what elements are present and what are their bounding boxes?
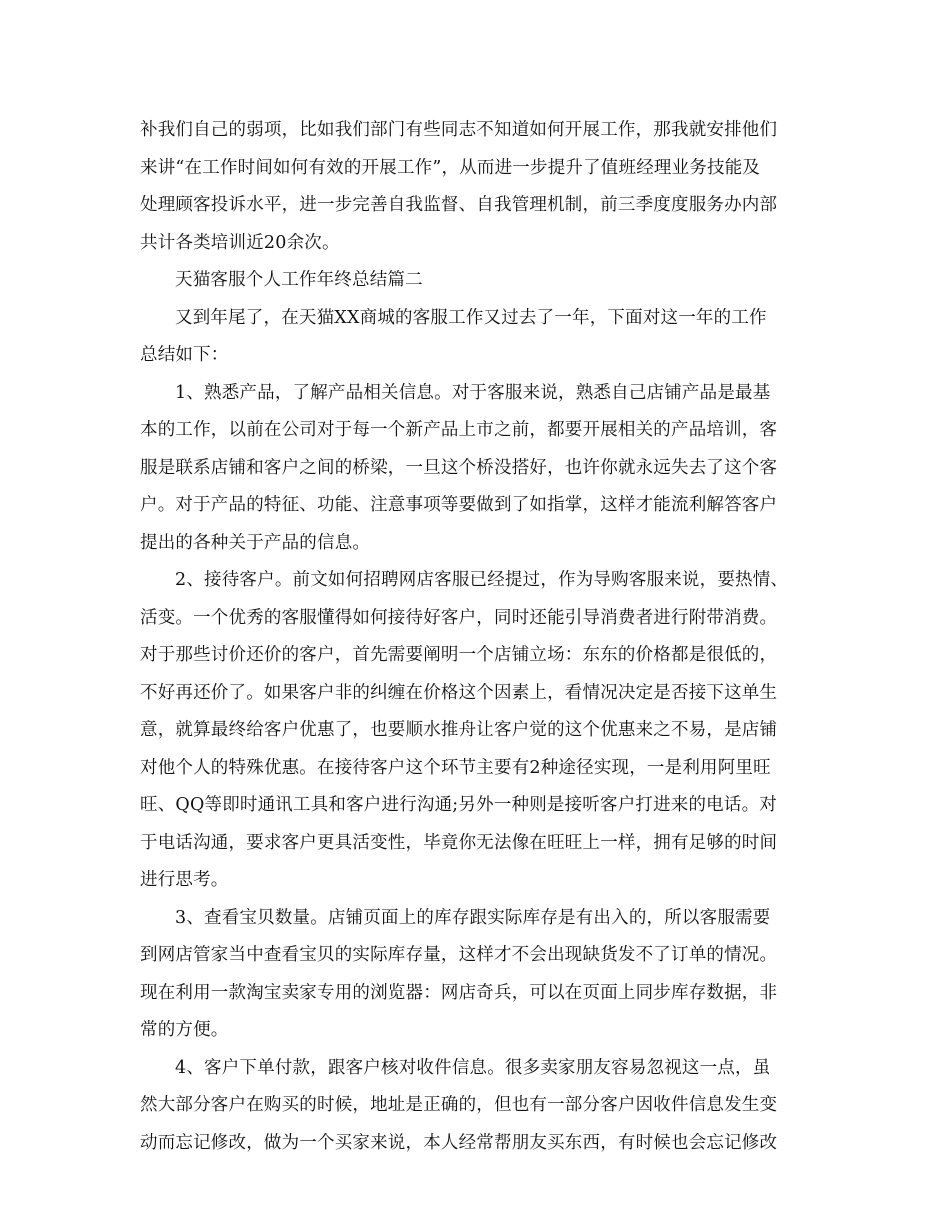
paragraph-line: 对他个人的特殊优惠。在接待客户这个环节主要有2种途径实现，一是利用阿里旺 — [140, 758, 771, 778]
paragraph-line: 不好再还价了。如果客户非的纠缠在价格这个因素上，看情况决定是否接下这单生 — [140, 683, 778, 703]
paragraph-line: 户。对于产品的特征、功能、注意事项等要做到了如指掌，这样才能流利解答客户 — [140, 495, 778, 515]
paragraph-line: 意，就算最终给客户优惠了，也要顺水推舟让客户觉的这个优惠来之不易，是店铺 — [140, 720, 778, 740]
paragraph-line: 对于那些讨价还价的客户，首先需要阐明一个店铺立场：东东的价格都是很低的， — [140, 645, 778, 665]
paragraph-line: 补我们自己的弱项，比如我们部门有些同志不知道如何开展工作，那我就安排他们 — [140, 120, 778, 140]
paragraph-line: 又到年尾了，在天猫XX商城的客服工作又过去了一年，下面对这一年的工作 — [175, 308, 767, 328]
paragraph-line: 动而忘记修改，做为一个买家来说，本人经常帮朋友买东西，有时候也会忘记修改 — [140, 1133, 778, 1153]
paragraph-line: 2、接待客户。前文如何招聘网店客服已经提过，作为导购客服来说，要热情、 — [175, 570, 789, 590]
paragraph-line: 现在利用一款淘宝卖家专用的浏览器：网店奇兵，可以在页面上同步库存数据，非 — [140, 983, 778, 1003]
paragraph-line: 共计各类培训近20余次。 — [140, 233, 340, 253]
paragraph-line: 4、客户下单付款，跟客户核对收件信息。很多卖家朋友容易忽视这一点，虽 — [175, 1058, 771, 1078]
paragraph-line: 提出的各种关于产品的信息。 — [140, 533, 371, 553]
paragraph-line: 旺、QQ等即时通讯工具和客户进行沟通;另外一种则是接听客户打进来的电话。对 — [140, 795, 777, 815]
paragraph-line: 活变。一个优秀的客服懂得如何接待好客户，同时还能引导消费者进行附带消费。 — [140, 608, 778, 628]
paragraph-line: 处理顾客投诉水平，进一步完善自我监督、自我管理机制，前三季度度服务办内部 — [140, 195, 778, 215]
paragraph-line: 1、熟悉产品，了解产品相关信息。对于客服来说，熟悉自己店铺产品是最基 — [175, 383, 771, 403]
paragraph-line: 总结如下： — [140, 345, 229, 365]
paragraph-line: 服是联系店铺和客户之间的桥梁，一旦这个桥没搭好，也许你就永远失去了这个客 — [140, 458, 778, 478]
paragraph-line: 来讲“在工作时间如何有效的开展工作”，从而进一步提升了值班经理业务技能及 — [140, 158, 761, 178]
paragraph-line: 本的工作，以前在公司对于每一个新产品上市之前，都要开展相关的产品培训，客 — [140, 420, 778, 440]
paragraph-line: 进行思考。 — [140, 870, 229, 890]
paragraph-line: 于电话沟通，要求客户更具活变性，毕竟你无法像在旺旺上一样，拥有足够的时间 — [140, 833, 778, 853]
paragraph-line: 3、查看宝贝数量。店铺页面上的库存跟实际库存是有出入的，所以客服需要 — [175, 908, 771, 928]
paragraph-line: 然大部分客户在购买的时候，地址是正确的，但也有一部分客户因收件信息发生变 — [140, 1095, 778, 1115]
paragraph-line: 常的方便。 — [140, 1020, 229, 1040]
paragraph-line: 到网店管家当中查看宝贝的实际库存量，这样才不会出现缺货发不了订单的情况。 — [140, 945, 778, 965]
section-heading: 天猫客服个人工作年终总结篇二 — [175, 270, 423, 290]
